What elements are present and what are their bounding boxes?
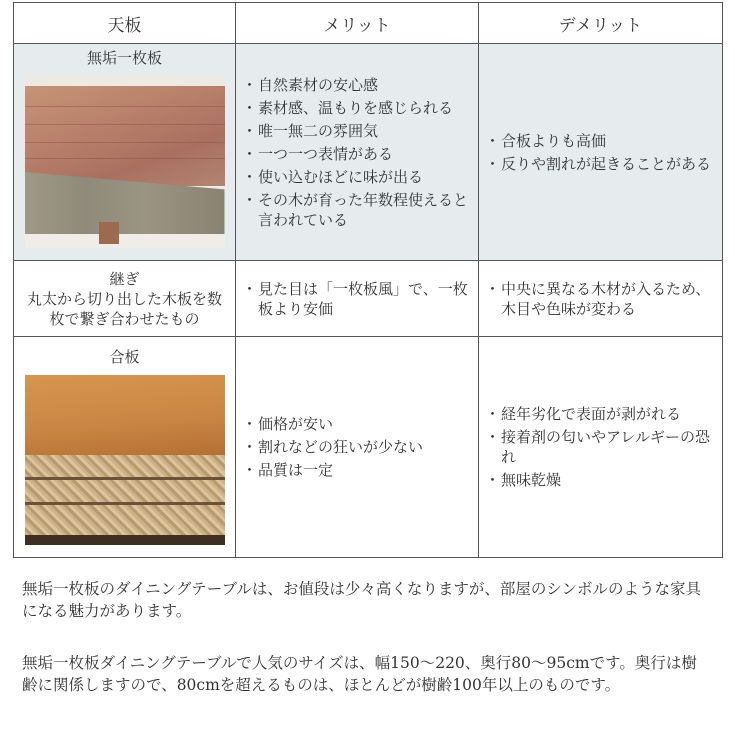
merit-item: ・ 使い込むほどに味が出る [258, 167, 470, 187]
size-paragraph: 無垢一枚板ダイニングテーブルで人気のサイズは、幅150～220、奥行80～95cmです。奥行は樹齢に関係しますので、80cmを超えるものは、ほとんどが樹齢100年以上のものです。 [22, 654, 697, 694]
tabletop-cell [14, 337, 236, 558]
demerits-cell [479, 44, 723, 261]
tabletop-name: 無垢一枚板 [86, 49, 162, 67]
tabletop-cell [14, 261, 236, 337]
merit-item: ・ 見た目は「一枚板風」で、一枚板より安価 [258, 279, 470, 319]
merits-cell [236, 44, 479, 261]
demerit-item: ・ 接着剤の匂いやアレルギーの恐れ [501, 427, 714, 467]
header-tabletop: 天板 [14, 3, 236, 44]
merit-item: ・ 自然素材の安心感 [258, 75, 470, 95]
tabletop-description: 丸太から切り出した木板を数枚で繋ぎ合わせたもの [26, 289, 222, 328]
table-row [14, 261, 723, 337]
intro-paragraph: 無垢一枚板のダイニングテーブルは、お値段は少々高くなりますが、部屋のシンボルのような家具になる魅力があります。 [22, 580, 701, 620]
demerit-item: ・ 中央に異なる木材が入るため、木目や色味が変わる [501, 279, 714, 319]
merit-item: ・ 素材感、温もりを感じられる [258, 98, 470, 118]
merits-cell [236, 337, 479, 558]
demerit-item: ・ 無味乾燥 [501, 470, 714, 490]
table-row [14, 44, 723, 261]
merit-item: ・ その木が育った年数程使えると言われている [258, 190, 470, 230]
comparison-table [13, 2, 723, 558]
merit-item: ・ 唯一無二の雰囲気 [258, 121, 470, 141]
table-row [14, 337, 723, 558]
tabletop-cell [14, 44, 236, 261]
demerits-cell [479, 337, 723, 558]
header-merits: メリット [236, 3, 479, 44]
merit-item: ・ 品質は一定 [258, 460, 470, 480]
header-row [14, 3, 723, 44]
plywood-image [25, 375, 225, 545]
tabletop-name: 継ぎ [109, 269, 140, 288]
demerit-item: ・ 反りや割れが起きることがある [501, 154, 714, 174]
merit-item: ・ 割れなどの狂いが少ない [258, 437, 470, 457]
demerits-cell [479, 261, 723, 337]
tabletop-name: 合板 [109, 348, 140, 366]
header-demerits: デメリット [479, 3, 723, 44]
solid-wood-image [25, 76, 225, 248]
merits-cell [236, 261, 479, 337]
merit-item: ・ 一つ一つ表情がある [258, 144, 470, 164]
demerit-item: ・ 合板よりも高価 [501, 131, 714, 151]
merit-item: ・ 価格が安い [258, 414, 470, 434]
demerit-item: ・ 経年劣化で表面が剥がれる [501, 404, 714, 424]
